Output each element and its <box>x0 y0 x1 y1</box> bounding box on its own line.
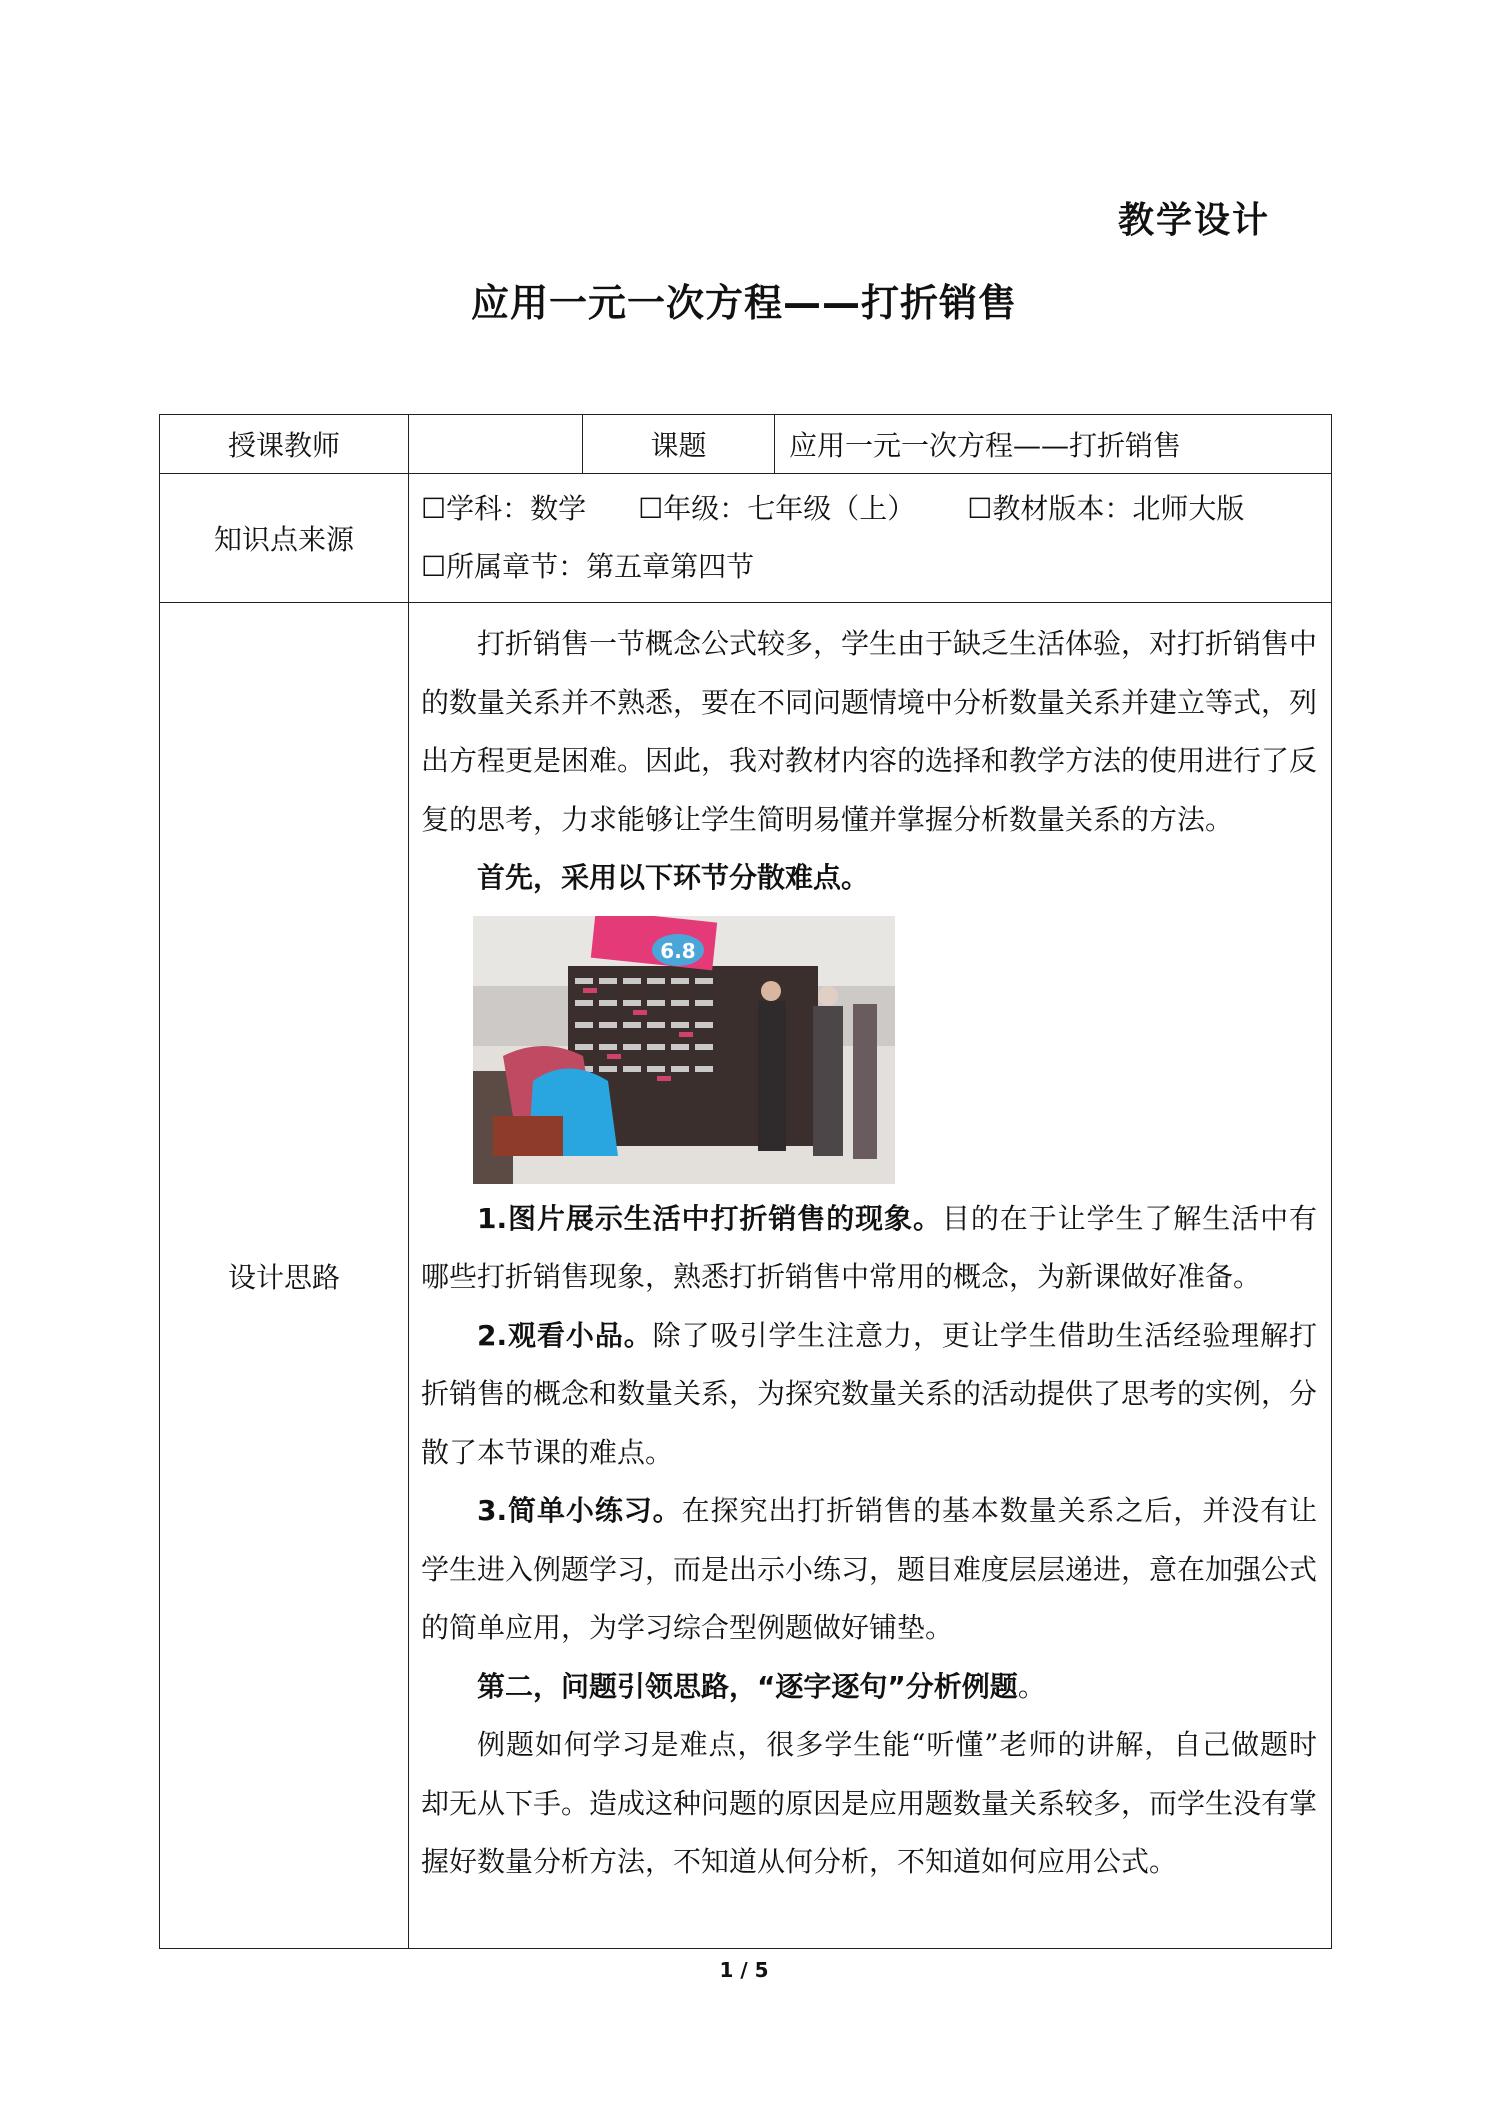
design-p3-text: 目的在于让学生了解生活中有哪些打折销售现象，熟悉打折销售中常用的概念，为新课做好准备。 <box>421 1201 1317 1293</box>
design-label: 设计思路 <box>160 603 409 1949</box>
subject-field: ☐学科：数学 <box>421 492 587 525</box>
design-paragraph-3 <box>421 1190 1317 1307</box>
design-paragraph-2 <box>421 849 1317 908</box>
lesson-info-table <box>159 414 1332 1949</box>
grade-field: ☐年级：七年级（上） <box>638 492 916 525</box>
teacher-value <box>409 415 583 474</box>
lesson-title: 应用一元一次方程——打折销售 <box>470 281 1017 325</box>
topic-value: 应用一元一次方程——打折销售 <box>775 415 1332 474</box>
design-paragraph-4 <box>421 1307 1317 1483</box>
design-p6-bold: 第二，问题引领思路，“逐字逐句”分析例题 <box>477 1669 1018 1703</box>
source-row <box>160 474 1332 603</box>
design-p3-bold: 1.图片展示生活中打折销售的现象。 <box>477 1201 942 1235</box>
chapter-field: ☐所属章节：第五章第四节 <box>421 550 755 583</box>
source-label: 知识点来源 <box>160 474 409 603</box>
store-sale-photo <box>473 916 895 1184</box>
design-p4-text: 除了吸引学生注意力，更让学生借助生活经验理解打折销售的概念和数量关系，为探究数量关系的活动提供了思考的实例，分散了本节课的难点。 <box>421 1318 1318 1469</box>
design-paragraph-1: 打折销售一节概念公式较多，学生由于缺乏生活体验，对打折销售中的数量关系并不熟悉，要在不同问题情境中分析数量关系并建立等式，列出方程更是困难。因此，我对教材内容的选择和教学方法的使用进行了反复的思考，力求能够让学生简明易懂并掌握分析数量关系的方法。 <box>421 627 1318 836</box>
photo-banner-text: 6.8 <box>660 938 696 963</box>
design-p2-bold: 首先，采用以下环节分散难点。 <box>477 861 870 894</box>
design-row <box>160 603 1332 1949</box>
teacher-label: 授课教师 <box>160 415 409 474</box>
design-p5-text: 在探究出打折销售的基本数量关系之后，并没有让学生进入例题学习，而是出示小练习，题目难度层层递进，意在加强公式的简单应用，为学习综合型例题做好铺垫。 <box>421 1494 1318 1644</box>
page-number: 1 / 5 <box>719 1958 769 1982</box>
design-paragraph-7: 例题如何学习是难点，很多学生能“听懂”老师的讲解，自己做题时却无从下手。造成这种问题的原因是应用题数量关系较多，而学生没有掌握好数量分析方法，不知道从何分析，不知道如何应用公式。 <box>421 1728 1318 1878</box>
design-paragraph-5 <box>421 1482 1317 1658</box>
edition-field: ☐教材版本：北师大版 <box>967 492 1245 525</box>
design-p6-text: 。 <box>1017 1669 1046 1703</box>
teacher-row <box>160 415 1332 474</box>
design-p4-bold: 2.观看小品。 <box>477 1318 653 1352</box>
source-cell <box>409 474 1332 603</box>
document-heading: 教学设计 <box>1117 200 1270 241</box>
design-p5-bold: 3.简单小练习。 <box>477 1494 682 1527</box>
design-paragraph-6 <box>421 1658 1317 1717</box>
design-content <box>409 603 1332 1949</box>
topic-label: 课题 <box>583 415 775 474</box>
